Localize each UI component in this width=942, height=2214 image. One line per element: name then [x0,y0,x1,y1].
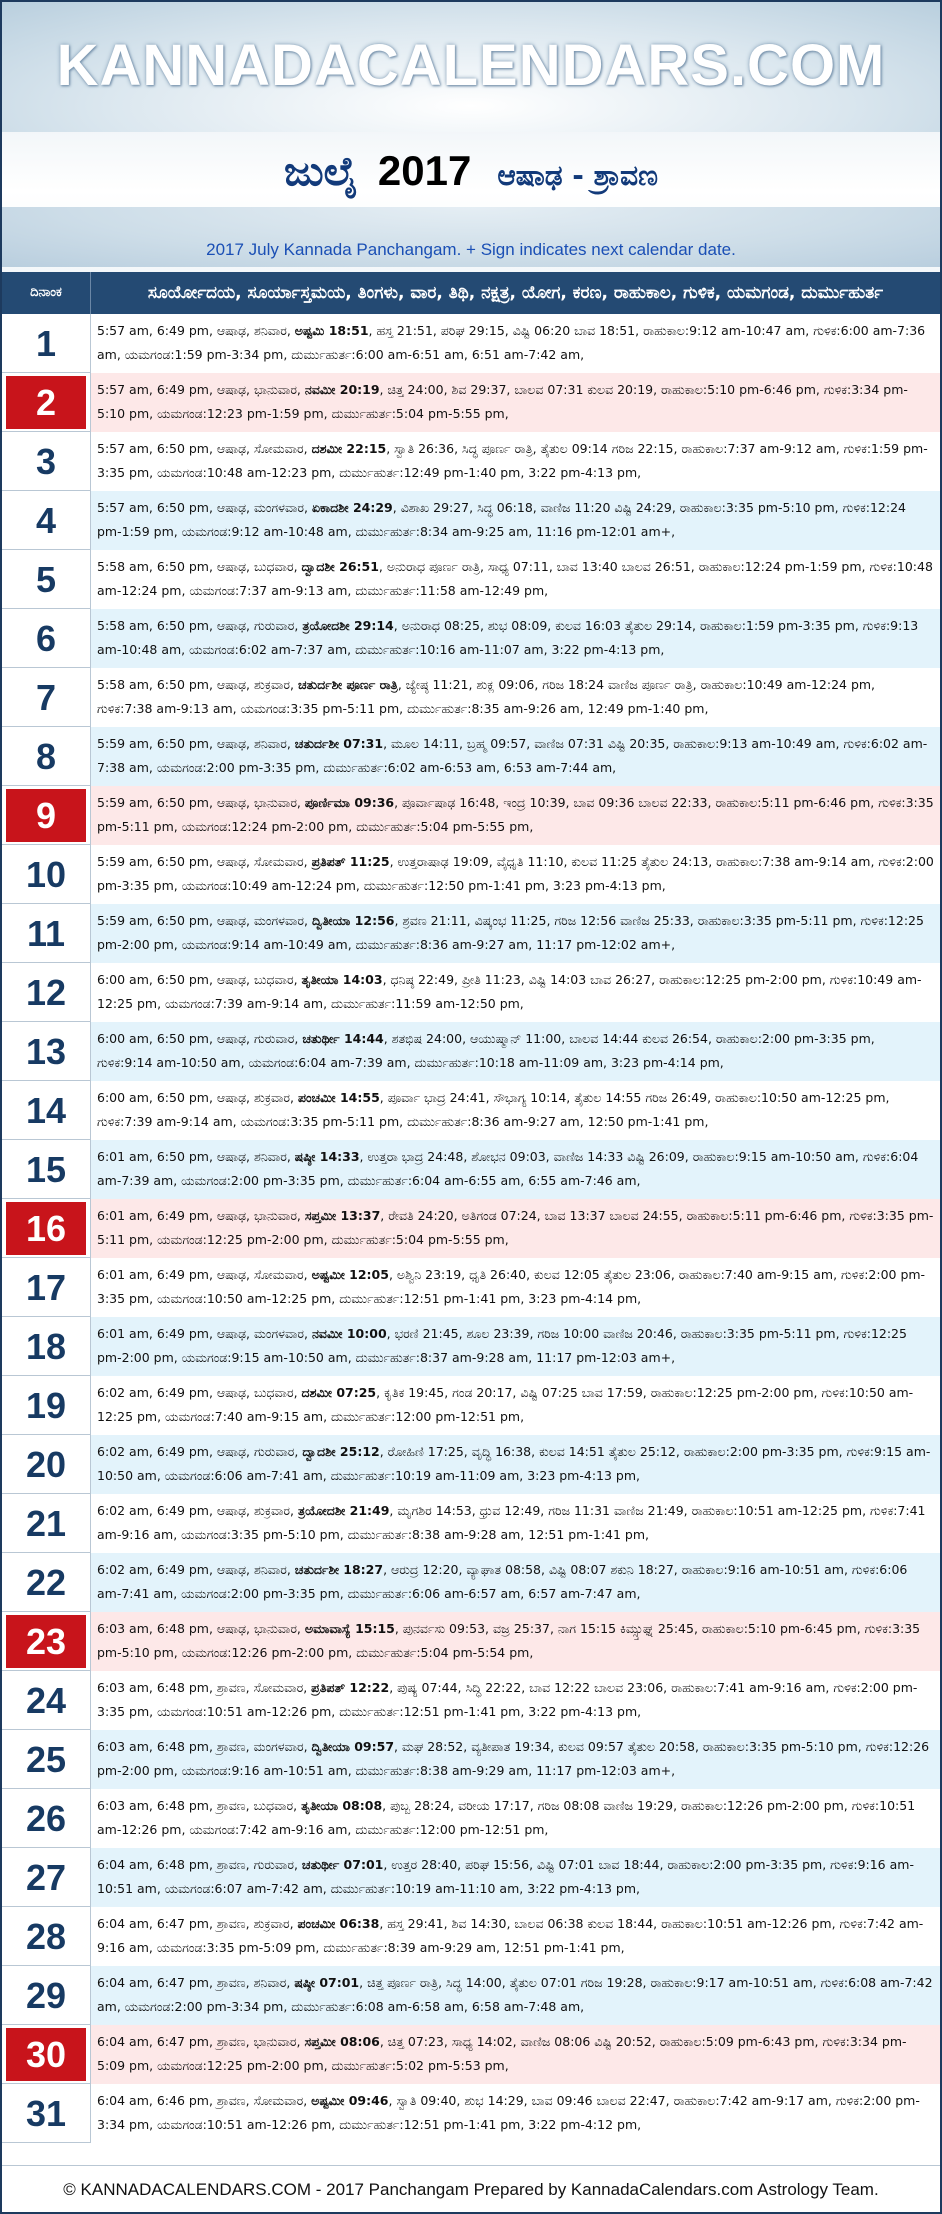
tithi: ಅಷ್ಟಮಿ 18:51 [294,323,369,338]
column-header-day: ದಿನಾಂಕ [30,285,62,300]
nakshatra-yoga-karana-timings: , ಚಿತ್ತ ಪೂರ್ಣ ರಾತ್ರಿ, ಸಿದ್ಧ 14:00, ತೈತುಲ 07:01 ಗರಿಜ 19:28, ರಾಹುಕಾಲ:9:17 am-10:51 am, ಗುಳಿಕ:6:08 am-7:42 am, ಯಮಗಂಡ:2:00 pm-3:34 pm, ದುರ್ಮುಹುರ್ತ:6:08 am-6:58 am, 6:58 am-7:48 am, [97,1975,933,2014]
tithi: ತ್ರಯೋದಶೀ 21:49 [297,1503,390,1518]
tithi: ಸಪ್ತಮೀ 08:06 [304,2034,380,2049]
day-number: 5 [35,559,57,600]
tithi: ದ್ವಿತೀಯಾ 12:56 [311,913,395,928]
panchang-details [90,2025,940,2084]
sunrise-sunset-month-weekday: 5:58 am, 6:50 pm, ಆಷಾಢ, ಬುಧವಾರ, [97,559,302,574]
sunrise-sunset-month-weekday: 6:04 am, 6:48 pm, ಶ್ರಾವಣ, ಗುರುವಾರ, [97,1857,302,1872]
nakshatra-yoga-karana-timings: , ಶತಭಿಷ 24:00, ಆಯುಷ್ಮಾನ್ 11:00, ಬಾಲವ 14:44 ಕುಲವ 26:54, ರಾಹುಕಾಲ:2:00 pm-3:35 pm, ಗುಳಿಕ:9:14 am-10:50 am, ಯಮಗಂಡ:6:04 am-7:39 am, ದುರ್ಮುಹುರ್ತ:10:18 am-11:09 am, 3:23 pm-4:14 pm, [97,1031,875,1070]
tithi: ಪಂಚಮೀ 06:38 [297,1916,380,1931]
tithi: ತೃತೀಯಾ 14:03 [301,972,383,987]
day-number: 6 [35,618,57,659]
day-number: 31 [25,2093,67,2134]
tithi: ದಶಮೀ 07:25 [301,1385,377,1400]
sunrise-sunset-month-weekday: 6:01 am, 6:49 pm, ಆಷಾಢ, ಸೋಮವಾರ, [97,1267,312,1282]
panchang-details [90,1317,940,1376]
sunrise-sunset-month-weekday: 5:59 am, 6:50 pm, ಆಷಾಢ, ಭಾನುವಾರ, [97,795,305,810]
tithi: ಪ್ರತಿಪತ್ 11:25 [311,854,390,869]
nakshatra-yoga-karana-timings: , ಮೂಲ 14:11, ಬ್ರಹ್ಮ 09:57, ವಾಣಿಜ 07:31 ವಿಷ್ಟಿ 20:35, ರಾಹುಕಾಲ:9:13 am-10:49 am, ಗುಳಿಕ:6:02 am-7:38 am, ಯಮಗಂಡ:2:00 pm-3:35 pm, ದುರ್ಮುಹುರ್ತ:6:02 am-6:53 am, 6:53 am-7:44 am, [97,736,928,775]
table-row [2,1907,940,1966]
header-banner [2,2,940,272]
table-row [2,2084,940,2143]
day-number: 29 [25,1975,67,2016]
sunrise-sunset-month-weekday: 6:02 am, 6:49 pm, ಆಷಾಢ, ಶನಿವಾರ, [97,1562,295,1577]
panchang-details [90,1553,940,1612]
tithi: ಅಮಾವಾಸ್ಯೆ 15:15 [304,1621,395,1636]
nakshatra-yoga-karana-timings: , ಚಿತ್ತ 07:23, ಸಾಧ್ಯ 14:02, ವಾಣಿಜ 08:06 ವಿಷ್ಟಿ 20:52, ರಾಹುಕಾಲ:5:09 pm-6:43 pm, ಗುಳಿಕ:3:34 pm-5:09 pm, ಯಮಗಂಡ:12:25 pm-2:00 pm, ದುರ್ಮುಹುರ್ತ:5:02 pm-5:53 pm, [97,2034,907,2073]
day-number: 2 [6,376,86,429]
sunrise-sunset-month-weekday: 5:59 am, 6:50 pm, ಆಷಾಢ, ಶನಿವಾರ, [97,736,295,751]
sunrise-sunset-month-weekday: 5:57 am, 6:50 pm, ಆಷಾಢ, ಮಂಗಳವಾರ, [97,500,312,515]
sunrise-sunset-month-weekday: 5:58 am, 6:50 pm, ಆಷಾಢ, ಗುರುವಾರ, [97,618,303,633]
sunrise-sunset-month-weekday: 6:01 am, 6:49 pm, ಆಷಾಢ, ಮಂಗಳವಾರ, [97,1326,312,1341]
table-row [2,1848,940,1907]
nakshatra-yoga-karana-timings: , ಉತ್ತರಾಷಾಢ 19:09, ವೈಧೃತಿ 11:10, ಕುಲವ 11:25 ತೈತುಲ 24:13, ರಾಹುಕಾಲ:7:38 am-9:14 am, ಗುಳಿಕ:2:00 pm-3:35 pm, ಯಮಗಂಡ:10:49 am-12:24 pm, ದುರ್ಮುಹುರ್ತ:12:50 pm-1:41 pm, 3:23 pm-4:13 pm, [97,854,934,893]
day-number: 9 [6,789,86,842]
table-row [2,668,940,727]
tithi: ಷಷ್ಠೀ 07:01 [294,1975,360,1990]
sunrise-sunset-month-weekday: 6:02 am, 6:49 pm, ಆಷಾಢ, ಬುಧವಾರ, [97,1385,302,1400]
panchang-details [90,668,940,727]
nakshatra-yoga-karana-timings: , ಜ್ಯೇಷ್ಠ 11:21, ಶುಕ್ಲ 09:06, ಗರಿಜ 18:24 ವಾಣಿಜ ಪೂರ್ಣ ರಾತ್ರಿ, ರಾಹುಕಾಲ:10:49 am-12:24 pm, ಗುಳಿಕ:7:38 am-9:13 am, ಯಮಗಂಡ:3:35 pm-5:11 pm, ದುರ್ಮುಹುರ್ತ:8:35 am-9:26 am, 12:49 pm-1:40 pm, [97,677,876,716]
panchang-details [90,1848,940,1907]
tithi: ಷಷ್ಠೀ 14:33 [294,1149,360,1164]
nakshatra-yoga-karana-timings: , ಮಘ 28:52, ವ್ಯತೀಪಾತ 19:34, ಕುಲವ 09:57 ತೈತುಲ 20:58, ರಾಹುಕಾಲ:3:35 pm-5:10 pm, ಗುಳಿಕ:12:26 pm-2:00 pm, ಯಮಗಂಡ:9:16 am-10:51 am, ದುರ್ಮುಹುರ್ತ:8:38 am-9:29 am, 11:17 pm-12:03 am+, [97,1739,930,1778]
day-number: 19 [25,1385,67,1426]
year: 2017 [377,147,472,194]
panchang-details [90,432,940,491]
tithi: ದ್ವಾದಶೀ 26:51 [301,559,379,574]
tithi: ದಶಮೀ 22:15 [311,441,387,456]
table-row [2,1081,940,1140]
nakshatra-yoga-karana-timings: , ಪೂರ್ವಾ ಭಾದ್ರ 24:41, ಸೌಭಾಗ್ಯ 10:14, ತೈತುಲ 14:55 ಗರಿಜ 26:49, ರಾಹುಕಾಲ:10:50 am-12:25 pm, ಗುಳಿಕ:7:39 am-9:14 am, ಯಮಗಂಡ:3:35 pm-5:11 pm, ದುರ್ಮುಹುರ್ತ:8:36 am-9:27 am, 12:50 pm-1:41 pm, [97,1090,890,1129]
panchang-details [90,314,940,373]
day-number: 16 [6,1202,86,1255]
day-number: 1 [35,323,57,364]
sunrise-sunset-month-weekday: 5:57 am, 6:49 pm, ಆಷಾಢ, ಶನಿವಾರ, [97,323,295,338]
sunrise-sunset-month-weekday: 5:58 am, 6:50 pm, ಆಷಾಢ, ಶುಕ್ರವಾರ, [97,677,298,692]
day-number: 14 [25,1090,67,1131]
sunrise-sunset-month-weekday: 6:01 am, 6:50 pm, ಆಷಾಢ, ಶನಿವಾರ, [97,1149,295,1164]
table-row [2,845,940,904]
day-number: 12 [25,972,67,1013]
day-number: 15 [25,1149,67,1190]
tithi: ಚತುರ್ಥೀ 07:01 [301,1857,384,1872]
sunrise-sunset-month-weekday: 6:03 am, 6:48 pm, ಶ್ರಾವಣ, ಮಂಗಳವಾರ, [97,1739,312,1754]
nakshatra-yoga-karana-timings: , ಹಸ್ತ 29:41, ಶಿವ 14:30, ಬಾಲವ 06:38 ಕುಲವ 18:44, ರಾಹುಕಾಲ:10:51 am-12:26 pm, ಗುಳಿಕ:7:42 am-9:16 am, ಯಮಗಂಡ:3:35 pm-5:09 pm, ದುರ್ಮುಹುರ್ತ:8:39 am-9:29 am, 12:51 pm-1:41 pm, [97,1916,924,1955]
nakshatra-yoga-karana-timings: , ಮೃಗಶಿರ 14:53, ಧ್ರುವ 12:49, ಗರಿಜ 11:31 ವಾಣಿಜ 21:49, ರಾಹುಕಾಲ:10:51 am-12:25 pm, ಗುಳಿಕ:7:41 am-9:16 am, ಯಮಗಂಡ:3:35 pm-5:10 pm, ದುರ್ಮುಹುರ್ತ:8:38 am-9:28 am, 12:51 pm-1:41 pm, [97,1503,926,1542]
day-number: 4 [35,500,57,541]
sunrise-sunset-month-weekday: 6:04 am, 6:47 pm, ಶ್ರಾವಣ, ಶನಿವಾರ, [97,1975,295,1990]
tithi: ಅಷ್ಟಮೀ 12:05 [311,1267,389,1282]
day-number: 27 [25,1857,67,1898]
table-row [2,491,940,550]
day-number: 11 [26,913,66,954]
panchang-details [90,904,940,963]
table-row [2,1553,940,1612]
panchang-details [90,1435,940,1494]
table-row [2,1966,940,2025]
sunrise-sunset-month-weekday: 6:02 am, 6:49 pm, ಆಷಾಢ, ಶುಕ್ರವಾರ, [97,1503,298,1518]
calendar-rows [2,314,940,2143]
table-row [2,1022,940,1081]
sunrise-sunset-month-weekday: 6:00 am, 6:50 pm, ಆಷಾಢ, ಶುಕ್ರವಾರ, [97,1090,298,1105]
nakshatra-yoga-karana-timings: , ಅನುರಾಧ ಪೂರ್ಣ ರಾತ್ರಿ, ಸಾಧ್ಯ 07:11, ಬಾವ 13:40 ಬಾಲವ 26:51, ರಾಹುಕಾಲ:12:24 pm-1:59 pm, ಗುಳಿಕ:10:48 am-12:24 pm, ಯಮಗಂಡ:7:37 am-9:13 am, ದುರ್ಮುಹುರ್ತ:11:58 am-12:49 pm, [97,559,933,598]
table-row [2,373,940,432]
table-row [2,432,940,491]
day-number: 20 [25,1444,67,1485]
tithi: ಪಂಚಮೀ 14:55 [297,1090,380,1105]
panchang-details [90,1081,940,1140]
table-row [2,1140,940,1199]
tithi: ನವಮೀ 10:00 [311,1326,387,1341]
tithi: ನವಮೀ 20:19 [304,382,380,397]
sunrise-sunset-month-weekday: 6:04 am, 6:47 pm, ಶ್ರಾವಣ, ಶುಕ್ರವಾರ, [97,1916,298,1931]
nakshatra-yoga-karana-timings: , ಪುಬ್ಬ 28:24, ವರೀಯ 17:17, ಗರಿಜ 08:08 ವಾಣಿಜ 19:29, ರಾಹುಕಾಲ:12:26 pm-2:00 pm, ಗುಳಿಕ:10:51 am-12:26 pm, ಯಮಗಂಡ:7:42 am-9:16 am, ದುರ್ಮುಹುರ್ತ:12:00 pm-12:51 pm, [97,1798,916,1837]
panchang-details [90,1966,940,2025]
panchang-details [90,1789,940,1848]
footer: © KANNADACALENDARS.COM - 2017 Panchangam Prepared by KannadaCalendars.com Astrology Team. [2,2165,940,2212]
sunrise-sunset-month-weekday: 6:01 am, 6:49 pm, ಆಷಾಢ, ಭಾನುವಾರ, [97,1208,305,1223]
day-number: 22 [25,1562,67,1603]
panchang-details [90,2084,940,2143]
table-row [2,1789,940,1848]
day-number: 18 [25,1326,67,1367]
panchang-details [90,1612,940,1671]
day-number: 17 [25,1267,67,1308]
table-row [2,550,940,609]
day-number: 3 [35,441,57,482]
nakshatra-yoga-karana-timings: , ಹಸ್ತ 21:51, ಪರಿಘ 29:15, ವಿಷ್ಟಿ 06:20 ಬಾವ 18:51, ರಾಹುಕಾಲ:9:12 am-10:47 am, ಗುಳಿಕ:6:00 am-7:36 am, ಯಮಗಂಡ:1:59 pm-3:34 pm, ದುರ್ಮುಹುರ್ತ:6:00 am-6:51 am, 6:51 am-7:42 am, [97,323,926,362]
nakshatra-yoga-karana-timings: , ಉತ್ತರಾ ಭಾದ್ರ 24:48, ಶೋಭನ 09:03, ವಾಣಿಜ 14:33 ವಿಷ್ಟಿ 26:09, ರಾಹುಕಾಲ:9:15 am-10:50 am, ಗುಳಿಕ:6:04 am-7:39 am, ಯಮಗಂಡ:2:00 pm-3:35 pm, ದುರ್ಮುಹುರ್ತ:6:04 am-6:55 am, 6:55 am-7:46 am, [97,1149,919,1188]
nakshatra-yoga-karana-timings: , ಅಶ್ವಿನಿ 23:19, ಧೃತಿ 26:40, ಕುಲವ 12:05 ತೈತುಲ 23:06, ರಾಹುಕಾಲ:7:40 am-9:15 am, ಗುಳಿಕ:2:00 pm-3:35 pm, ಯಮಗಂಡ:10:50 am-12:25 pm, ದುರ್ಮುಹುರ್ತ:12:51 pm-1:41 pm, 3:23 pm-4:14 pm, [97,1267,926,1306]
table-row [2,1317,940,1376]
nakshatra-yoga-karana-timings: , ಉತ್ತರ 28:40, ಪರಿಘ 15:56, ವಿಷ್ಟಿ 07:01 ಬಾವ 18:44, ರಾಹುಕಾಲ:2:00 pm-3:35 pm, ಗುಳಿಕ:9:16 am-10:51 am, ಯಮಗಂಡ:6:07 am-7:42 am, ದುರ್ಮುಹುರ್ತ:10:19 am-11:10 am, 3:22 pm-4:13 pm, [97,1857,914,1896]
panchang-details [90,1022,940,1081]
panchang-details [90,1258,940,1317]
sunrise-sunset-month-weekday: 5:59 am, 6:50 pm, ಆಷಾಢ, ಮಂಗಳವಾರ, [97,913,312,928]
panchang-details [90,1907,940,1966]
day-number: 26 [25,1798,67,1839]
table-row [2,314,940,373]
nakshatra-yoga-karana-timings: , ಸ್ವಾತಿ 26:36, ಸಿದ್ಧ ಪೂರ್ಣ ರಾತ್ರಿ, ತೈತುಲ 09:14 ಗರಿಜ 22:15, ರಾಹುಕಾಲ:7:37 am-9:12 am, ಗುಳಿಕ:1:59 pm-3:35 pm, ಯಮಗಂಡ:10:48 am-12:23 pm, ದುರ್ಮುಹುರ್ತ:12:49 pm-1:40 pm, 3:22 pm-4:13 pm, [97,441,928,480]
table-header [2,272,940,314]
day-number: 7 [35,677,57,718]
sunrise-sunset-month-weekday: 5:57 am, 6:49 pm, ಆಷಾಢ, ಭಾನುವಾರ, [97,382,305,397]
table-row [2,1258,940,1317]
tithi: ಪೂರ್ಣಿಮಾ 09:36 [304,795,395,810]
sunrise-sunset-month-weekday: 6:00 am, 6:50 pm, ಆಷಾಢ, ಗುರುವಾರ, [97,1031,303,1046]
table-row [2,904,940,963]
day-number: 10 [25,854,67,895]
nakshatra-yoga-karana-timings: , ವಿಶಾಖ 29:27, ಸಿದ್ಧ 06:18, ವಾಣಿಜ 11:20 ವಿಷ್ಟಿ 24:29, ರಾಹುಕಾಲ:3:35 pm-5:10 pm, ಗುಳಿಕ:12:24 pm-1:59 pm, ಯಮಗಂಡ:9:12 am-10:48 am, ದುರ್ಮುಹುರ್ತ:8:34 am-9:25 am, 11:16 pm-12:01 am+, [97,500,906,539]
nakshatra-yoga-karana-timings: , ಶ್ರವಣ 21:11, ವಿಷ್ಕಂಭ 11:25, ಗರಿಜ 12:56 ವಾಣಿಜ 25:33, ರಾಹುಕಾಲ:3:35 pm-5:11 pm, ಗುಳಿಕ:12:25 pm-2:00 pm, ಯಮಗಂಡ:9:14 am-10:49 am, ದುರ್ಮುಹುರ್ತ:8:36 am-9:27 am, 11:17 pm-12:02 am+, [97,913,924,952]
sunrise-sunset-month-weekday: 6:02 am, 6:49 pm, ಆಷಾಢ, ಗುರುವಾರ, [97,1444,303,1459]
subtitle: 2017 July Kannada Panchangam. + Sign indicates next calendar date. [206,240,736,259]
sunrise-sunset-month-weekday: 5:59 am, 6:50 pm, ಆಷಾಢ, ಸೋಮವಾರ, [97,854,312,869]
panchang-details [90,491,940,550]
table-row [2,963,940,1022]
day-number: 24 [25,1680,67,1721]
tithi: ಚತುರ್ದಶೀ ಪೂರ್ಣ ರಾತ್ರಿ [297,677,398,692]
tithi: ತ್ರಯೋದಶೀ 29:14 [302,618,394,633]
table-row [2,786,940,845]
table-row [2,1376,940,1435]
day-number: 8 [35,736,57,777]
tithi: ಪ್ರತಿಪತ್ 12:22 [311,1680,390,1695]
site-title[interactable]: KANNADACALENDARS.COM [56,33,886,98]
month-name: ಜುಲೈ [284,149,358,195]
nakshatra-yoga-karana-timings: , ಭರಣಿ 21:45, ಶೂಲ 23:39, ಗರಿಜ 10:00 ವಾಣಿಜ 20:46, ರಾಹುಕಾಲ:3:35 pm-5:11 pm, ಗುಳಿಕ:12:25 pm-2:00 pm, ಯಮಗಂಡ:9:15 am-10:50 am, ದುರ್ಮುಹುರ್ತ:8:37 am-9:28 am, 11:17 pm-12:03 am+, [97,1326,907,1365]
day-number: 21 [25,1503,67,1544]
panchang-details [90,1730,940,1789]
nakshatra-yoga-karana-timings: , ರೋಹಿಣಿ 17:25, ವೃದ್ಧಿ 16:38, ಕುಲವ 14:51 ತೈತುಲ 25:12, ರಾಹುಕಾಲ:2:00 pm-3:35 pm, ಗುಳಿಕ:9:15 am-10:50 am, ಯಮಗಂಡ:6:06 am-7:41 am, ದುರ್ಮುಹುರ್ತ:10:19 am-11:09 am, 3:23 pm-4:13 pm, [97,1444,931,1483]
panchang-details [90,373,940,432]
tithi: ಏಕಾದಶೀ 24:29 [311,500,393,515]
table-row [2,1612,940,1671]
sunrise-sunset-month-weekday: 6:03 am, 6:48 pm, ಶ್ರಾವಣ, ಬುಧವಾರ, [97,1798,302,1813]
panchang-details [90,1199,940,1258]
nakshatra-yoga-karana-timings: , ಸ್ವಾತಿ 09:40, ಶುಭ 14:29, ಬಾವ 09:46 ಬಾಲವ 22:47, ರಾಹುಕಾಲ:7:42 am-9:17 am, ಗುಳಿಕ:2:00 pm-3:34 pm, ಯಮಗಂಡ:10:51 am-12:26 pm, ದುರ್ಮುಹುರ್ತ:12:51 pm-1:41 pm, 3:22 pm-4:12 pm, [97,2093,920,2132]
tithi: ದ್ವಾದಶೀ 25:12 [302,1444,380,1459]
panchang-details [90,786,940,845]
nakshatra-yoga-karana-timings: , ಆರುದ್ರ 12:20, ವ್ಯಾಘಾತ 08:58, ವಿಷ್ಟಿ 08:07 ಶಕುನಿ 18:27, ರಾಹುಕಾಲ:9:16 am-10:51 am, ಗುಳಿಕ:6:06 am-7:41 am, ಯಮಗಂಡ:2:00 pm-3:35 pm, ದುರ್ಮುಹುರ್ತ:6:06 am-6:57 am, 6:57 am-7:47 am, [97,1562,908,1601]
day-number: 13 [25,1031,67,1072]
table-row [2,1494,940,1553]
month-heading [2,147,940,195]
nakshatra-yoga-karana-timings: , ಧನಿಷ್ಠ 22:49, ಪ್ರೀತಿ 11:23, ವಿಷ್ಟಿ 14:03 ಬಾವ 26:27, ರಾಹುಕಾಲ:12:25 pm-2:00 pm, ಗುಳಿಕ:10:49 am-12:25 pm, ಯಮಗಂಡ:7:39 am-9:14 am, ದುರ್ಮುಹುರ್ತ:11:59 am-12:50 pm, [97,972,922,1011]
sunrise-sunset-month-weekday: 6:00 am, 6:50 pm, ಆಷಾಢ, ಬುಧವಾರ, [97,972,302,987]
masa-name: ಆಷಾಢ - ಶ್ರಾವಣ [497,159,658,192]
nakshatra-yoga-karana-timings: , ಪೂರ್ವಾಷಾಢ 16:48, ಇಂದ್ರ 10:39, ಬಾವ 09:36 ಬಾಲವ 22:33, ರಾಹುಕಾಲ:5:11 pm-6:46 pm, ಗುಳಿಕ:3:35 pm-5:11 pm, ಯಮಗಂಡ:12:24 pm-2:00 pm, ದುರ್ಮುಹುರ್ತ:5:04 pm-5:55 pm, [97,795,934,834]
sunrise-sunset-month-weekday: 6:04 am, 6:47 pm, ಶ್ರಾವಣ, ಭಾನುವಾರ, [97,2034,305,2049]
table-row [2,727,940,786]
table-row [2,1435,940,1494]
panchang-details [90,550,940,609]
tithi: ತೃತೀಯಾ 08:08 [301,1798,383,1813]
tithi: ಚತುರ್ದಶೀ 18:27 [294,1562,384,1577]
panchang-details [90,1140,940,1199]
sunrise-sunset-month-weekday: 6:04 am, 6:46 pm, ಶ್ರಾವಣ, ಸೋಮವಾರ, [97,2093,312,2108]
sunrise-sunset-month-weekday: 6:03 am, 6:48 pm, ಆಷಾಢ, ಭಾನುವಾರ, [97,1621,305,1636]
table-row [2,1730,940,1789]
panchang-details [90,1494,940,1553]
day-number: 25 [25,1739,67,1780]
nakshatra-yoga-karana-timings: , ಪುಷ್ಯ 07:44, ಸಿದ್ಧಿ 22:22, ಬಾವ 12:22 ಬಾಲವ 23:06, ರಾಹುಕಾಲ:7:41 am-9:16 am, ಗುಳಿಕ:2:00 pm-3:35 pm, ಯಮಗಂಡ:10:51 am-12:26 pm, ದುರ್ಮುಹುರ್ತ:12:51 pm-1:41 pm, 3:22 pm-4:13 pm, [97,1680,918,1719]
tithi: ಸಪ್ತಮೀ 13:37 [304,1208,381,1223]
sunrise-sunset-month-weekday: 5:57 am, 6:50 pm, ಆಷಾಢ, ಸೋಮವಾರ, [97,441,312,456]
nakshatra-yoga-karana-timings: , ಪುನರ್ವಸು 09:53, ವಜ್ರ 25:37, ನಾಗ 15:15 ಕಿಮ್ಸ್ತುಘ್ನ 25:45, ರಾಹುಕಾಲ:5:10 pm-6:45 pm, ಗುಳಿಕ:3:35 pm-5:10 pm, ಯಮಗಂಡ:12:26 pm-2:00 pm, ದುರ್ಮುಹುರ್ತ:5:04 pm-5:54 pm, [97,1621,921,1660]
nakshatra-yoga-karana-timings: , ರೇವತಿ 24:20, ಅತಿಗಂಡ 07:24, ಬಾವ 13:37 ಬಾಲವ 24:55, ರಾಹುಕಾಲ:5:11 pm-6:46 pm, ಗುಳಿಕ:3:35 pm-5:11 pm, ಯಮಗಂಡ:12:25 pm-2:00 pm, ದುರ್ಮುಹುರ್ತ:5:04 pm-5:55 pm, [97,1208,934,1247]
tithi: ಅಷ್ಟಮೀ 09:46 [311,2093,389,2108]
tithi: ಚತುರ್ಥೀ 14:44 [302,1031,384,1046]
panchang-details [90,1671,940,1730]
nakshatra-yoga-karana-timings: , ಅನುರಾಧ 08:25, ಶುಭ 08:09, ಕುಲವ 16:03 ತೈತುಲ 29:14, ರಾಹುಕಾಲ:1:59 pm-3:35 pm, ಗುಳಿಕ:9:13 am-10:48 am, ಯಮಗಂಡ:6:02 am-7:37 am, ದುರ್ಮುಹುರ್ತ:10:16 am-11:07 am, 3:22 pm-4:13 pm, [97,618,919,657]
nakshatra-yoga-karana-timings: , ಚಿತ್ತ 24:00, ಶಿವ 29:37, ಬಾಲವ 07:31 ಕುಲವ 20:19, ರಾಹುಕಾಲ:5:10 pm-6:46 pm, ಗುಳಿಕ:3:34 pm-5:10 pm, ಯಮಗಂಡ:12:23 pm-1:59 pm, ದುರ್ಮುಹುರ್ತ:5:04 pm-5:55 pm, [97,382,908,421]
panchang-details [90,609,940,668]
sunrise-sunset-month-weekday: 6:03 am, 6:48 pm, ಶ್ರಾವಣ, ಸೋಮವಾರ, [97,1680,312,1695]
day-number: 30 [6,2028,86,2081]
panchang-details [90,727,940,786]
panchang-details [90,963,940,1022]
table-row [2,1199,940,1258]
panchang-details [90,1376,940,1435]
table-row [2,609,940,668]
day-number: 23 [6,1615,86,1668]
column-header-details: ಸೂರ್ಯೋದಯ, ಸೂರ್ಯಾಸ್ತಮಯ, ತಿಂಗಳು, ವಾರ, ತಿಥಿ, ನಕ್ಷತ್ರ, ಯೋಗ, ಕರಣ, ರಾಹುಕಾಲ, ಗುಳಿಕ, ಯಮಗಂಡ, ದುರ್ಮುಹುರ್ತ [90,272,940,314]
table-row [2,1671,940,1730]
panchang-details [90,845,940,904]
day-number: 28 [25,1916,67,1957]
table-row [2,2025,940,2084]
nakshatra-yoga-karana-timings: , ಕೃತಿಕ 19:45, ಗಂಡ 20:17, ವಿಷ್ಟಿ 07:25 ಬಾವ 17:59, ರಾಹುಕಾಲ:12:25 pm-2:00 pm, ಗುಳಿಕ:10:50 am-12:25 pm, ಯಮಗಂಡ:7:40 am-9:15 am, ದುರ್ಮುಹುರ್ತ:12:00 pm-12:51 pm, [97,1385,914,1424]
tithi: ಚತುರ್ದಶೀ 07:31 [294,736,384,751]
tithi: ದ್ವಿತೀಯಾ 09:57 [311,1739,395,1754]
